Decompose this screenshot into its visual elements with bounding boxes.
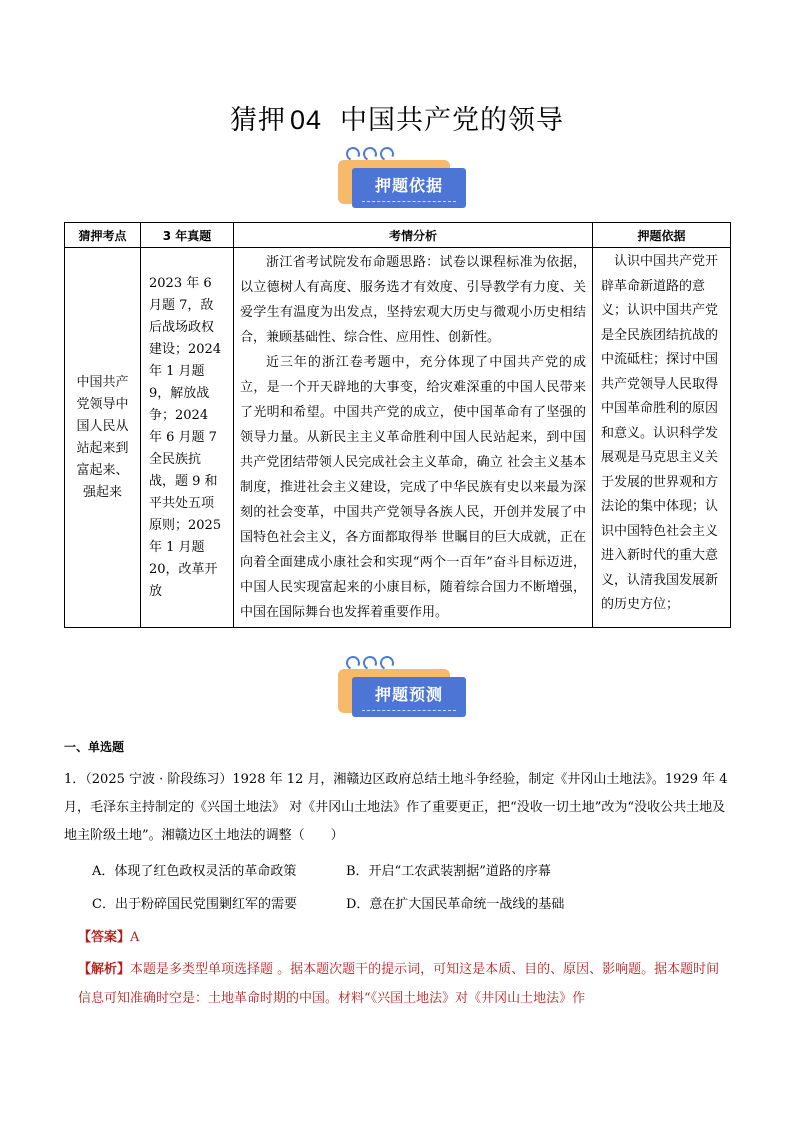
- option-b: B．开启“工农武装割据”道路的序幕: [346, 864, 551, 879]
- question-1: [64, 766, 730, 850]
- exam-analysis-table: [64, 222, 731, 628]
- answer-label: 【答案】: [78, 930, 131, 945]
- title-text: 中国共产党的领导: [340, 105, 565, 136]
- analysis-block: [78, 955, 728, 1013]
- header-topic: 猜押考点: [65, 223, 141, 248]
- header-analysis: 考情分析: [234, 223, 593, 248]
- table-header-row: [65, 223, 731, 248]
- decorative-rings-icon: [346, 146, 397, 160]
- table-row: [65, 248, 731, 628]
- predict-banner-label: 押题预测: [374, 685, 443, 704]
- analysis-text: 本题是多类型单项选择题 。据本题次题干的提示词，可知这是本质、目的、原因、影响题。据本题时间信息可知准确时空是：土地革命时期的中国。材料“《兴国土地法》对《井冈山土地法》作: [78, 962, 720, 1006]
- section-heading: 一、单选题: [64, 740, 125, 754]
- page-title: [0, 98, 794, 137]
- title-prefix: 猜押: [229, 105, 286, 136]
- past-exams-cell: 2023 年 6 月题 7，敌后战场政权建设；2024 年 1 月题 9，解放战争；2024 年 6 月题 7 全民族抗战，题 9 和平共处五项原则；2025 年 1 月题 20，改革开放: [141, 248, 234, 628]
- answer-value: A: [130, 930, 140, 945]
- question-stem: 1．（2025 宁波 · 阶段练习）1928 年 12 月，湘赣边区政府总结土地斗争经验，制定《井冈山土地法》。1929 年 4 月，毛泽东主持制定的《兴国土地法》 对《井冈山土地法》作了重要更正，把“没收一切土地”改为“没收公共土地及地主阶级土地”。湘赣边区土地法的调整（ ）: [64, 772, 728, 843]
- option-c: C．出于粉碎国民党围剿红军的需要: [92, 897, 297, 912]
- basis-cell: 认识中国共产党开辟革命新道路的意义；认识中国共产党是全民族团结抗战的中流砥柱；探讨中国共产党领导人民取得中国革命胜利的原因和意义。认识科学发展观是马克思主义关于发展的世界观和方法论的集中体现；认识中国特色社会主义进入新时代的重大意义，认清我国发展新的历史方位；: [593, 248, 731, 628]
- analysis-paragraph-1: 浙江省考试院发布命题思路：试卷以课程标准为依据，以立德树人有高度、服务选才有效度、引导教学有力度、关爱学生有温度为出发点，坚持宏观大历史与微观小历史相结合，兼顾基础性、综合性、应用性、创新性。: [240, 255, 586, 345]
- basis-banner-label: 押题依据: [374, 176, 443, 195]
- option-a: A．体现了红色政权灵活的革命政策: [92, 864, 297, 879]
- analysis-label: 【解析】: [78, 962, 131, 977]
- header-past-exams: 3 年真题: [141, 223, 234, 248]
- title-number: 04: [289, 105, 323, 135]
- topic-cell: 中国共产党领导中国人民从站起来到富起来、强起来: [65, 248, 141, 628]
- answer-line: [78, 926, 139, 945]
- option-d: D．意在扩大国民革命统一战线的基础: [346, 897, 565, 912]
- decorative-rings-icon: [346, 655, 397, 669]
- basis-banner: [338, 146, 468, 216]
- predict-banner: [338, 655, 468, 725]
- analysis-paragraph-2: 近三年的浙江卷考题中，充分体现了中国共产党的成立，是一个开天辟地的大事变，给灾难深重的中国人民带来了光明和希望。中国共产党的成立，使中国革命有了坚强的领导力量。从新民主主义革命胜利中国人民站起来，到中国共产党团结带领人民完成社会主义革命，确立 社会主义基本制度，推进社会主义建设，完成了中华民族有史以来最为深刻的社会变革，中国共产党领导各族人民，开创并发展了中国特色社会主义，各方面都取得举 世瞩目的巨大成就，正在向着全面建成小康社会和实现“两个一百年”奋斗目标迈进，中国人民实现富起来的小康目标，随着综合国力不断增强，中国在国际舞台也发挥着重要作用。: [240, 355, 586, 620]
- analysis-cell: [234, 248, 593, 628]
- header-basis: 押题依据: [593, 223, 731, 248]
